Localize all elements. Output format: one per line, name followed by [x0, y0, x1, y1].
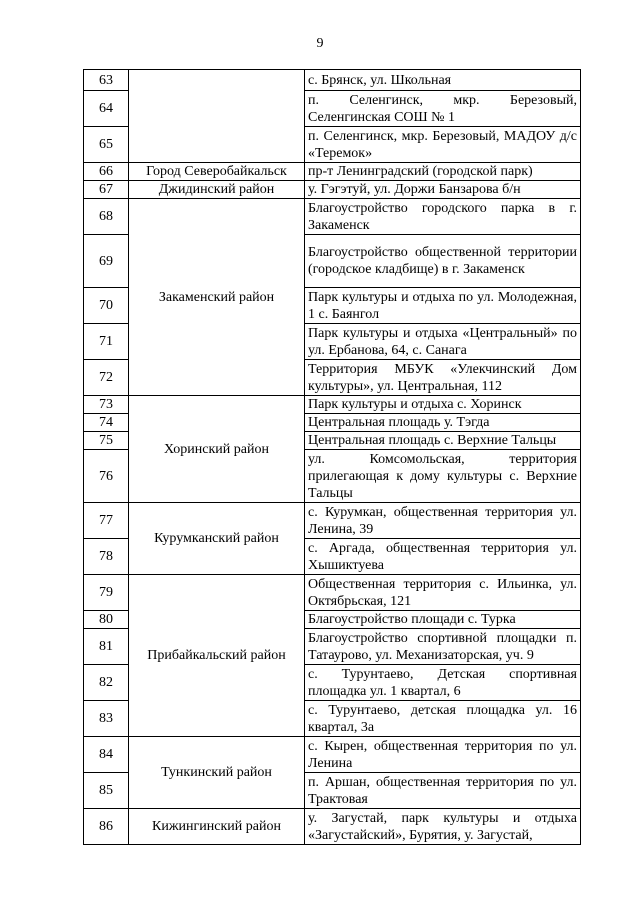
- row-number: 72: [84, 360, 129, 396]
- table-row: [84, 181, 581, 199]
- object-cell: ул. Комсомольская, территория прилегающая к дому культуры с. Верхние Тальцы: [305, 450, 581, 503]
- row-number: 77: [84, 503, 129, 539]
- object-cell: Парк культуры и отдыха «Центральный» по ул. Ербанова, 64, с. Санага: [305, 324, 581, 360]
- table-row: [84, 575, 581, 611]
- table-row: [84, 809, 581, 845]
- row-number: 78: [84, 539, 129, 575]
- table-row: [84, 199, 581, 235]
- object-cell: пр-т Ленинградский (городской парк): [305, 163, 581, 181]
- object-cell: с. Курумкан, общественная территория ул. Ленина, 39: [305, 503, 581, 539]
- row-number: 76: [84, 450, 129, 503]
- table-row: [84, 163, 581, 181]
- object-cell: Центральная площадь у. Тэгда: [305, 414, 581, 432]
- object-cell: с. Кырен, общественная территория по ул. Ленина: [305, 737, 581, 773]
- row-number: 75: [84, 432, 129, 450]
- row-number: 68: [84, 199, 129, 235]
- district-cell: Город Северобайкальск: [129, 163, 305, 181]
- object-cell: Благоустройство площади с. Турка: [305, 611, 581, 629]
- object-cell: Благоустройство общественной территории (городское кладбище) в г. Закаменск: [305, 235, 581, 288]
- row-number: 79: [84, 575, 129, 611]
- district-cell: Хоринский район: [129, 396, 305, 503]
- object-cell: Общественная территория с. Ильинка, ул. Октябрьская, 121: [305, 575, 581, 611]
- row-number: 80: [84, 611, 129, 629]
- row-number: 85: [84, 773, 129, 809]
- object-cell: с. Брянск, ул. Школьная: [305, 70, 581, 91]
- row-number: 69: [84, 235, 129, 288]
- table-row: [84, 737, 581, 773]
- object-cell: Парк культуры и отдыха по ул. Молодежная, 1 с. Баянгол: [305, 288, 581, 324]
- district-cell: Кижингинский район: [129, 809, 305, 845]
- district-cell: Закаменский район: [129, 199, 305, 396]
- object-cell: Благоустройство городского парка в г. Закаменск: [305, 199, 581, 235]
- row-number: 82: [84, 665, 129, 701]
- district-cell: Тункинский район: [129, 737, 305, 809]
- object-cell: Центральная площадь с. Верхние Тальцы: [305, 432, 581, 450]
- district-cell: Джидинский район: [129, 181, 305, 199]
- district-cell: [129, 70, 305, 163]
- object-cell: у. Загустай, парк культуры и отдыха «Загустайский», Бурятия, у. Загустай,: [305, 809, 581, 845]
- row-number: 86: [84, 809, 129, 845]
- district-cell: Курумканский район: [129, 503, 305, 575]
- row-number: 73: [84, 396, 129, 414]
- row-number: 83: [84, 701, 129, 737]
- district-cell: Прибайкальский район: [129, 575, 305, 737]
- row-number: 74: [84, 414, 129, 432]
- table-row: [84, 70, 581, 91]
- object-cell: п. Аршан, общественная территория по ул. Трактовая: [305, 773, 581, 809]
- object-cell: п. Селенгинск, мкр. Березовый, Селенгинская СОШ № 1: [305, 91, 581, 127]
- object-cell: с. Турунтаево, Детская спортивная площадка ул. 1 квартал, 6: [305, 665, 581, 701]
- object-cell: п. Селенгинск, мкр. Березовый, МАДОУ д/с «Теремок»: [305, 127, 581, 163]
- object-cell: Парк культуры и отдыха с. Хоринск: [305, 396, 581, 414]
- objects-table: [83, 69, 581, 845]
- row-number: 81: [84, 629, 129, 665]
- row-number: 65: [84, 127, 129, 163]
- object-cell: с. Турунтаево, детская площадка ул. 16 квартал, 3а: [305, 701, 581, 737]
- object-cell: с. Аргада, общественная территория ул. Хышиктуева: [305, 539, 581, 575]
- table-row: [84, 396, 581, 414]
- row-number: 70: [84, 288, 129, 324]
- row-number: 67: [84, 181, 129, 199]
- row-number: 63: [84, 70, 129, 91]
- row-number: 64: [84, 91, 129, 127]
- row-number: 71: [84, 324, 129, 360]
- row-number: 84: [84, 737, 129, 773]
- object-cell: Территория МБУК «Улекчинский Дом культуры», ул. Центральная, 112: [305, 360, 581, 396]
- object-cell: у. Гэгэтуй, ул. Доржи Банзарова б/н: [305, 181, 581, 199]
- table-row: [84, 503, 581, 539]
- row-number: 66: [84, 163, 129, 181]
- page-number: 9: [316, 36, 324, 51]
- object-cell: Благоустройство спортивной площадки п. Татаурово, ул. Механизаторская, уч. 9: [305, 629, 581, 665]
